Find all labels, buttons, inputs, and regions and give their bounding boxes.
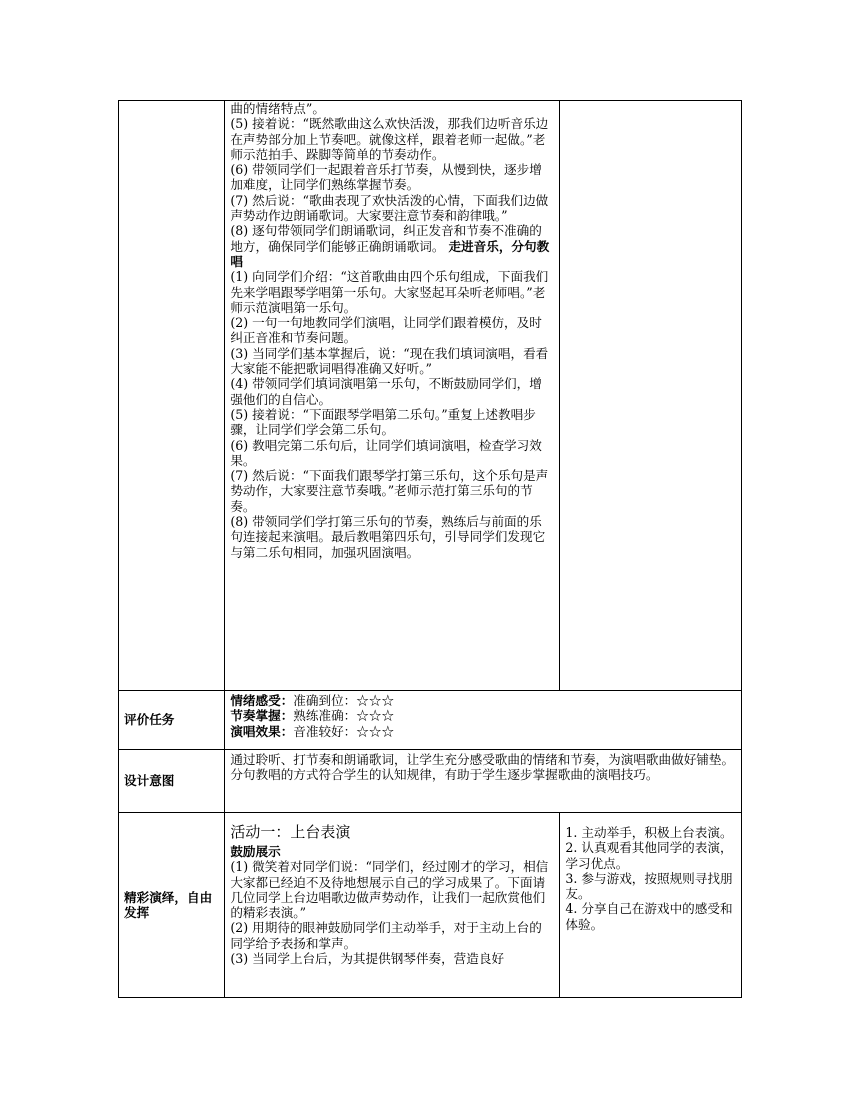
process-line: (5) 接着说：“下面跟琴学唱第二乐句。”重复上述教唱步骤，让同学们学会第二乐句。 <box>230 406 536 438</box>
student-activity-item: 1. 主动举手，积极上台表演。 <box>565 825 733 840</box>
evaluation-item: 情绪感受：准确到位：☆☆☆ <box>230 693 395 708</box>
process-line: (6) 带领同学们一起跟着音乐打节奏，从慢到快，逐步增加难度，让同学们熟练掌握节奏。 <box>230 162 542 193</box>
student-activity-item: 4. 分享自己在游戏中的感受和体验。 <box>565 901 733 932</box>
process-line <box>230 223 554 269</box>
evaluation-item-name: 节奏掌握 <box>230 708 281 724</box>
evaluation-item: 演唱效果：音准较好：☆☆☆ <box>230 723 395 739</box>
process-label-cell <box>119 101 225 691</box>
process-line: (8) 带领同学们学打第三乐句的节奏，熟练后与前面的乐句连接起来演唱。最后教唱第四乐句，引导同学们发现它与第二乐句相同，加强巩固演唱。 <box>230 514 546 560</box>
process-line: (2) 一句一句地教同学们演唱，让同学们跟着模仿，及时纠正音准和节奏问题。 <box>230 315 542 346</box>
design-intent-row <box>119 750 742 813</box>
student-activity-item: 3. 参与游戏，按照规则寻找朋友。 <box>565 870 733 902</box>
process-line: (7) 然后说：“歌曲表现了欢快活泼的心情，下面我们边做声势动作边朗诵歌词。大家要注意节奏和韵律哦。” <box>230 192 549 224</box>
design-intent-label: 设计意图 <box>119 750 225 813</box>
process-line: (1) 向同学们介绍：“这首歌曲由四个乐句组成，下面我们先来学唱跟琴学唱第一乐句。大家竖起耳朵听老师唱。”老师示范演唱第一乐句。 <box>230 269 549 315</box>
process-line: (7) 然后说：“下面我们跟琴学打第三乐句，这个乐句是声势动作，大家要注意节奏哦。”老师示范打第三乐句的节奏。 <box>230 468 549 514</box>
evaluation-item-name: 情绪感受 <box>230 693 281 708</box>
evaluation-item: 节奏掌握：熟练准确：☆☆☆ <box>230 708 395 724</box>
student-activity-cell <box>560 813 742 998</box>
section-heading: 走进音乐，分句教唱 <box>230 238 550 269</box>
process-line: 曲的情绪特点”。 <box>230 101 325 116</box>
evaluation-item-desc: 音准较好：☆☆☆ <box>293 723 395 739</box>
evaluation-item-desc: 熟练准确：☆☆☆ <box>293 708 395 724</box>
process-line: (3) 当同学们基本掌握后，说：“现在我们填词演唱，看看大家能不能把歌词唱得准确又好听。” <box>230 345 549 377</box>
performance-line: (3) 当同学上台后，为其提供钢琴伴奏，营造良好 <box>230 951 505 967</box>
process-content-cell <box>225 101 560 691</box>
process-student-cell <box>560 101 742 691</box>
process-line: (4) 带领同学们填词演唱第一乐句，不断鼓励同学们，增强他们的自信心。 <box>230 376 542 407</box>
design-intent-text: 通过聆听、打节奏和朗诵歌词，让学生充分感受歌曲的情绪和节奏，为演唱歌曲做好铺垫。分句教唱的方式符合学生的认知规律，有助于学生逐步掌握歌曲的演唱技巧。 <box>230 752 735 783</box>
evaluation-label: 评价任务 <box>119 691 225 750</box>
activity-subheading: 鼓励展示 <box>230 844 281 859</box>
performance-content-cell <box>225 813 560 998</box>
evaluation-row <box>119 691 742 750</box>
design-intent-content <box>225 750 742 813</box>
evaluation-content-cell <box>225 691 742 750</box>
performance-line: (1) 微笑着对同学们说：“同学们，经过刚才的学习，相信大家都已经迫不及待地想展示自己的学习成果了。下面请几位同学上台边唱歌边做声势动作，让我们一起欣赏他们的精彩表演。” <box>230 859 549 921</box>
activity-title: 活动一：上台表演 <box>230 823 351 841</box>
performance-row <box>119 813 742 998</box>
performance-label: 精彩演绎，自由发挥 <box>119 813 225 998</box>
evaluation-item-desc: 准确到位：☆☆☆ <box>293 693 395 708</box>
process-line-text: (8) 逐句带领同学们朗诵歌词，纠正发音和节奏不准确的地方，确保同学们能够正确朗诵歌词。 <box>230 223 542 254</box>
performance-line: (2) 用期待的眼神鼓励同学们主动举手，对于主动上台的同学给予表扬和掌声。 <box>230 920 542 951</box>
lesson-plan-table <box>118 100 742 998</box>
evaluation-item-name: 演唱效果 <box>230 723 281 739</box>
process-line: (5) 接着说：“既然歌曲这么欢快活泼，那我们边听音乐边在声势部分加上节奏吧。就像这样，跟着老师一起做。”老师示范拍手、跺脚等简单的节奏动作。 <box>230 116 549 162</box>
student-activity-item: 2. 认真观看其他同学的表演，学习优点。 <box>565 840 733 871</box>
teaching-process-row <box>119 101 742 691</box>
process-line: (6) 教唱完第二乐句后，让同学们填词演唱，检查学习效果。 <box>230 437 542 468</box>
